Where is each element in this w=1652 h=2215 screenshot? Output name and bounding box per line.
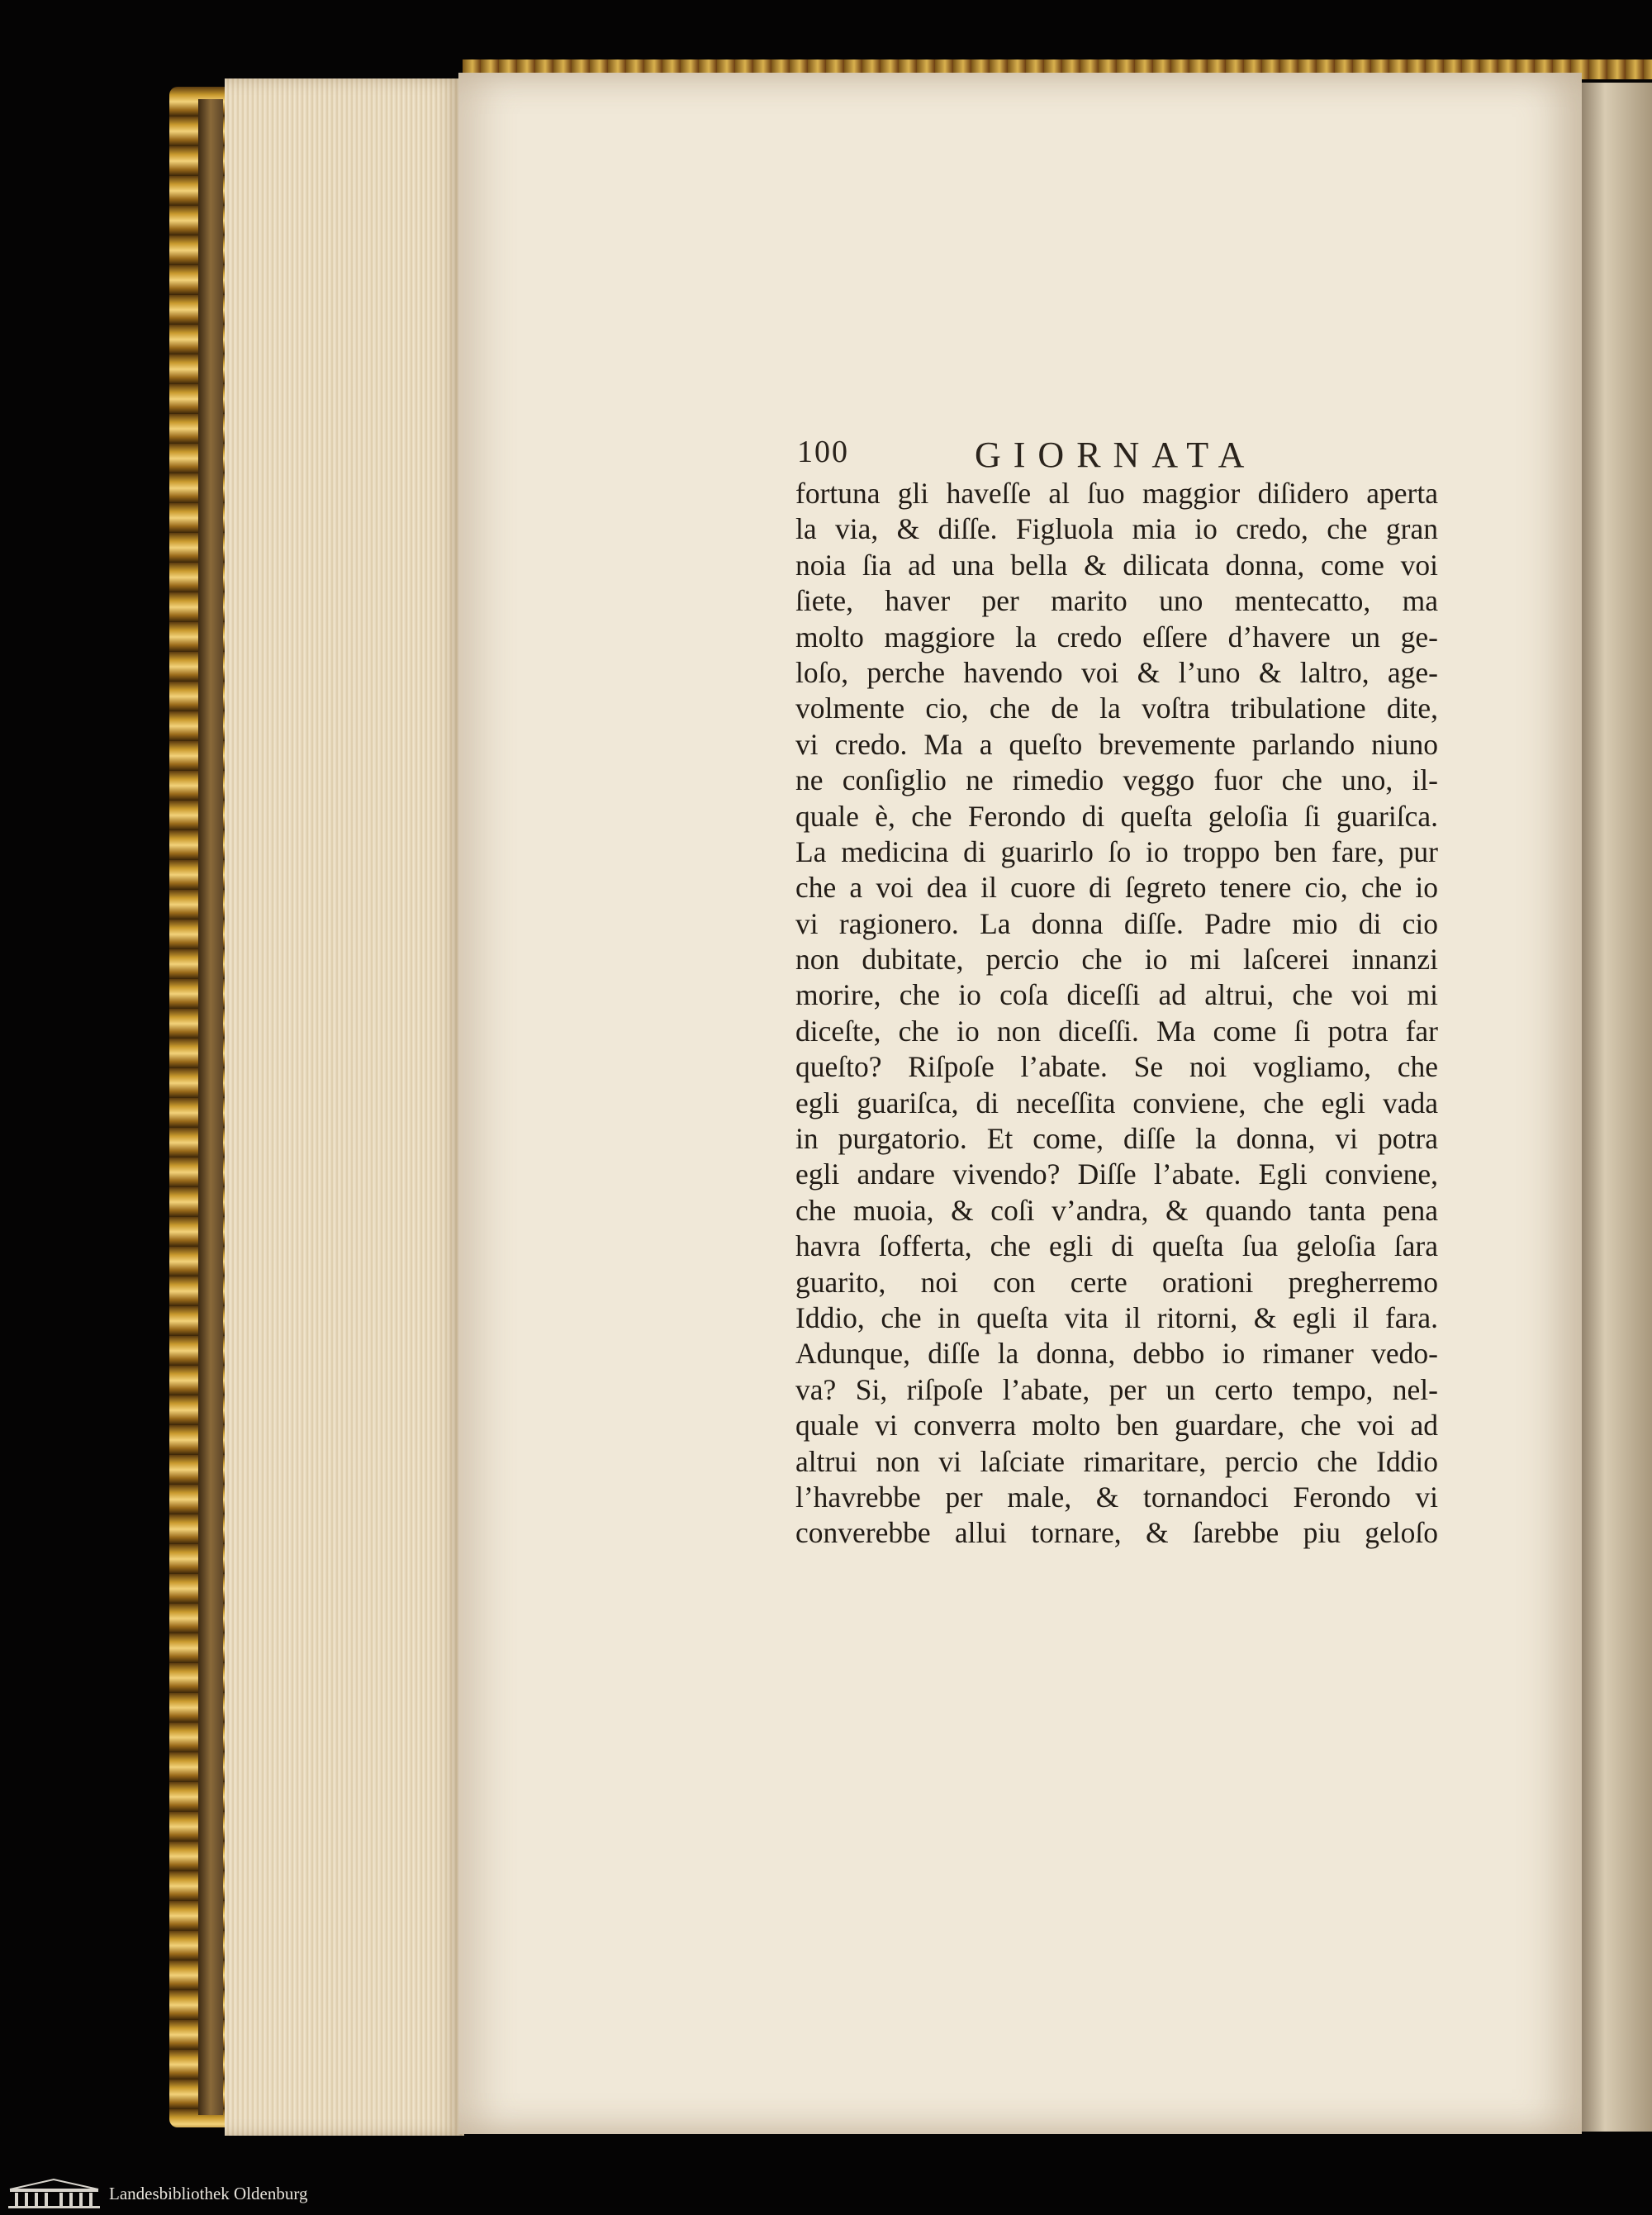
text-line: vi credo. Ma a queſto brevemente parlando niuno [795,727,1438,761]
text-line: morire, che io coſa diceſſi ad altrui, che voi mi [795,978,1438,1012]
body-text [795,476,1438,1552]
text-line: quale è, che Ferondo di queſta geloſia ſi guariſca. [795,799,1438,833]
text-line: va? Si, riſpoſe l’abate, per un certo tempo, nel- [795,1372,1438,1406]
text-line: molto maggiore la credo eſſere d’havere un ge- [795,620,1438,654]
text-line: egli guariſca, di neceſſita conviene, che egli vada [795,1086,1438,1119]
text-line: in purgatorio. Et come, diſſe la donna, vi potra [795,1122,1438,1156]
text-line: volmente cio, che de la voſtra tribulatione dite, [795,692,1438,725]
text-line: queſto? Riſpoſe l’abate. Se noi vogliamo, che [795,1050,1438,1084]
library-building-icon [7,2178,102,2209]
text-line: egli andare vivendo? Diſſe l’abate. Egli conviene, [795,1157,1438,1191]
text-line: havra ſofferta, che egli di queſta ſua geloſia ſara [795,1229,1438,1263]
page-edges [225,78,464,2136]
footer-library-name: Landesbibliothek Oldenburg [109,2184,308,2203]
text-line: La medicina di guarirlo ſo io troppo ben fare, pur [795,834,1438,868]
text-line: che a voi dea il cuore di ſegreto tenere cio, che io [795,871,1438,905]
spine-shadow [198,99,223,2115]
text-line: che muoia, & coſi v’andra, & quando tanta pena [795,1193,1438,1227]
text-line: quale vi converra molto ben guardare, che voi ad [795,1409,1438,1443]
text-line: loſo, perche havendo voi & l’uno & laltro, age- [795,655,1438,689]
text-line: noia ſia ad una bella & dilicata donna, come voi [795,548,1438,582]
text-line: Iddio, che in queſta vita il ritorni, & egli il fara. [795,1300,1438,1334]
text-line: non dubitate, percio che io mi laſcerei innanzi [795,943,1438,977]
text-line: la via, & diſſe. Figluola mia io credo, che gran [795,512,1438,546]
text-line: guarito, noi con certe orationi pregherremo [795,1265,1438,1299]
text-line: converebbe allui tornare, & ſarebbe piu geloſo [795,1516,1438,1550]
footer-bar [0,2173,1652,2215]
text-line: fortuna gli haveſſe al ſuo maggior diſidero aperta [795,477,1438,510]
text-line: ne conſiglio ne rimedio veggo fuor che uno, il- [795,763,1438,797]
text-line: vi ragionero. La donna diſſe. Padre mio di cio [795,906,1438,940]
facing-page-edge [1574,83,1652,2132]
text-line: ſiete, haver per marito uno mentecatto, ma [795,584,1438,618]
page-number: 100 [797,435,849,469]
text-line: diceſte, che io non diceſſi. Ma come ſi potra far [795,1014,1438,1048]
text-line: l’havrebbe per male, & tornandoci Ferondo vi [795,1480,1438,1514]
text-line: altrui non vi laſciate rimaritare, percio che Iddio [795,1444,1438,1478]
running-head-title: GIORNATA [975,435,1257,475]
text-line: Adunque, diſſe la donna, debbo io rimaner vedo- [795,1337,1438,1371]
